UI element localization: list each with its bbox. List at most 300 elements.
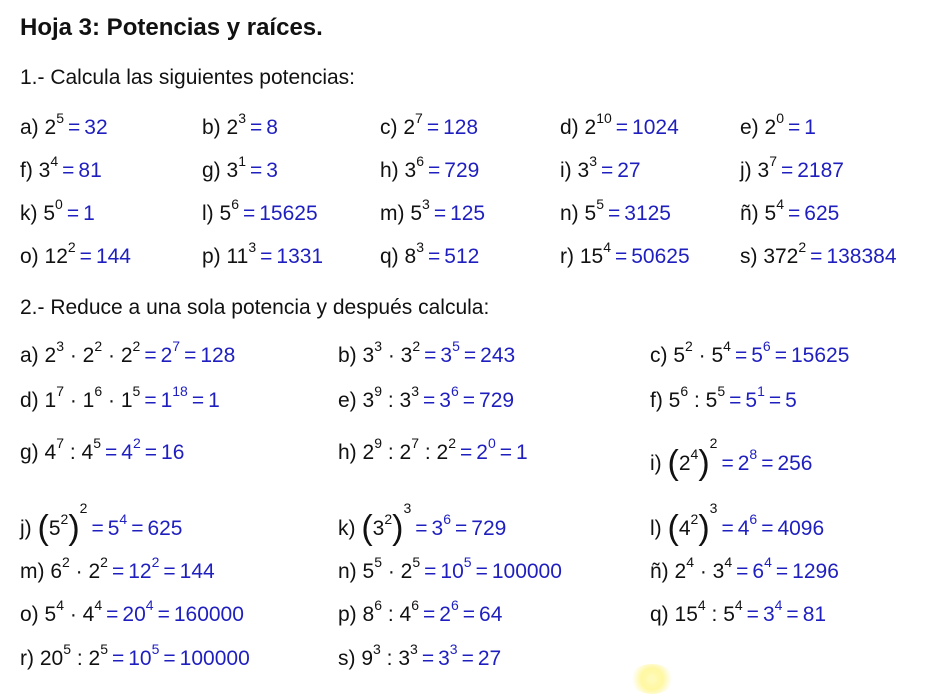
exercise-label: f) (650, 389, 669, 412)
equals-sign: = (462, 603, 476, 626)
term-power: $4^6$ (399, 597, 419, 626)
exponent: 4 (119, 511, 128, 527)
power-exercise (202, 110, 278, 139)
result: 138384 (826, 245, 897, 268)
exercise-label: n) (338, 560, 363, 583)
reduction-exercise (20, 500, 183, 547)
exercise-label: k) (20, 202, 44, 225)
term-power: $4^5$ (81, 435, 101, 464)
light-glow-decoration (630, 664, 674, 694)
term-power: $2^2$ (120, 338, 141, 367)
exponent: 6 (411, 597, 419, 613)
section-2-heading: 2.- Reduce a una sola potencia y después calcula: (20, 296, 490, 319)
power-exercise (740, 196, 840, 225)
result: 3 (266, 159, 278, 182)
open-paren: ( (667, 509, 679, 547)
exercise-label: s) (338, 647, 362, 670)
exponent: 5 (452, 338, 460, 354)
exercise-label: b) (202, 116, 227, 139)
result: 3125 (624, 202, 671, 225)
outer-exponent: 3 (709, 500, 718, 516)
reduction-exercise (338, 383, 515, 412)
operator: : (382, 441, 400, 464)
term-power: $5^2$ (673, 338, 693, 367)
result: 15625 (259, 202, 318, 225)
operator: · (64, 603, 83, 626)
term-power: $2^2$ (436, 435, 456, 464)
exponent: 4 (724, 554, 733, 570)
equals-sign: = (423, 603, 436, 626)
exponent: 0 (55, 196, 63, 212)
power-expression: $2^5$ (44, 110, 64, 139)
reduction-exercise (20, 554, 215, 583)
exponent: 5 (151, 641, 160, 657)
equals-sign: = (428, 245, 441, 268)
exponent: 3 (56, 338, 64, 354)
equals-sign: = (62, 159, 75, 182)
exponent: 4 (764, 554, 772, 570)
exercise-label: o) (20, 603, 45, 626)
exponent: 18 (172, 383, 188, 399)
term-power: $3^4$ (712, 554, 733, 583)
exponent: 2 (67, 239, 76, 255)
power-exercise (740, 239, 897, 268)
power-exercise (560, 196, 671, 225)
reduction-exercise (650, 597, 827, 626)
power-exercise (20, 239, 131, 268)
exponent: 4 (734, 597, 743, 613)
reduction-exercise (650, 435, 813, 482)
exponent: 2 (384, 511, 393, 527)
result: 160000 (173, 603, 244, 626)
equals-sign: = (144, 441, 158, 464)
exponent: 0 (487, 435, 496, 451)
single-power: $10^5$ (128, 641, 160, 670)
power-exercise (560, 239, 690, 268)
power-expression: $12^2$ (44, 239, 76, 268)
exponent: 2 (100, 554, 108, 570)
exponent: 3 (449, 641, 458, 657)
power-exercise (202, 239, 324, 268)
exponent: 6 (443, 511, 452, 527)
exponent: 5 (93, 435, 101, 451)
equals-sign: = (111, 647, 125, 670)
term-power: $1^6$ (82, 383, 103, 412)
result: 128 (443, 116, 479, 139)
exponent: 8 (749, 446, 758, 462)
exponent: 3 (238, 110, 246, 126)
exercise-label: d) (560, 116, 585, 139)
equals-sign: = (433, 202, 447, 225)
single-power: $20^4$ (122, 597, 154, 626)
page-title: Hoja 3: Potencias y raíces. (20, 14, 323, 41)
equals-sign: = (600, 159, 614, 182)
result: 729 (471, 517, 507, 540)
reduction-exercise (338, 435, 528, 464)
close-paren: ) (698, 444, 710, 482)
result: 243 (480, 344, 516, 367)
result: 4096 (777, 517, 825, 540)
exponent: 5 (412, 554, 421, 570)
power-exercise (380, 239, 480, 268)
result: 8 (266, 116, 278, 139)
term-power: $6^2$ (50, 554, 70, 583)
exponent: 0 (776, 110, 784, 126)
exponent: 7 (415, 110, 423, 126)
exponent: 4 (603, 239, 611, 255)
result: 2187 (797, 159, 844, 182)
exponent: 9 (374, 383, 382, 399)
exponent: 4 (145, 597, 154, 613)
result: 512 (444, 245, 480, 268)
exercise-label: q) (380, 245, 405, 268)
operator: · (102, 344, 121, 367)
exercise-label: j) (740, 159, 758, 182)
exponent: 4 (697, 597, 706, 613)
equals-sign: = (461, 647, 474, 670)
exponent: 1 (238, 153, 246, 169)
equals-sign: = (105, 441, 118, 464)
equals-sign: = (721, 517, 734, 540)
power-expression: $3^6$ (404, 153, 424, 182)
result: 1024 (632, 116, 679, 139)
reduction-exercise (650, 554, 839, 583)
equals-sign: = (106, 603, 119, 626)
equals-sign: = (163, 560, 176, 583)
exercise-label: a) (20, 344, 45, 367)
reduction-exercise (20, 338, 236, 367)
result: 15625 (790, 344, 850, 367)
reduction-exercise (650, 500, 825, 547)
equals-sign: = (455, 517, 468, 540)
equals-sign: = (615, 116, 629, 139)
power-expression: $2^3$ (226, 110, 246, 139)
exponent: 6 (762, 338, 771, 354)
exercise-label: ñ) (740, 202, 765, 225)
exponent: 10 (596, 110, 612, 126)
equals-sign: = (810, 245, 823, 268)
power-expression: $15^4$ (579, 239, 611, 268)
exponent: 6 (450, 597, 459, 613)
exercise-label: f) (20, 159, 39, 182)
open-paren: ( (361, 509, 373, 547)
exercise-label: e) (338, 389, 363, 412)
operator: : (688, 389, 706, 412)
exponent: 5 (596, 196, 604, 212)
exponent: 7 (769, 153, 777, 169)
exponent: 2 (412, 338, 421, 354)
close-paren: ) (392, 509, 404, 547)
power-exercise (380, 110, 479, 139)
power-expression: $11^3$ (226, 239, 257, 268)
exercise-label: h) (338, 441, 363, 464)
result: 64 (479, 603, 503, 626)
power-exercise (20, 196, 95, 225)
exponent: 7 (411, 435, 419, 451)
power-exercise (740, 110, 816, 139)
term-power: $3^9$ (362, 383, 382, 412)
equals-sign: = (729, 389, 742, 412)
exercise-label: i) (650, 452, 668, 475)
close-paren: ) (698, 509, 710, 547)
exercise-label: p) (202, 245, 227, 268)
inner-power: $3^2$ (372, 511, 393, 540)
single-power: $5^1$ (745, 383, 765, 412)
single-power: $3^4$ (762, 597, 783, 626)
equals-sign: = (426, 116, 440, 139)
result: 1296 (792, 560, 839, 583)
exponent: 4 (50, 153, 59, 169)
exponent: 3 (374, 338, 382, 354)
reduction-exercise (338, 338, 516, 367)
equals-sign: = (163, 647, 176, 670)
exercise-label: n) (560, 202, 585, 225)
single-power: $3^5$ (440, 338, 460, 367)
result: 81 (78, 159, 102, 182)
power-exercise (202, 153, 278, 182)
term-power: $2^2$ (88, 554, 108, 583)
power-expression: $5^5$ (584, 196, 604, 225)
term-power: $3^3$ (362, 338, 382, 367)
equals-sign: = (191, 389, 205, 412)
exponent: 3 (589, 153, 597, 169)
exponent: 3 (416, 239, 424, 255)
term-power: $3^3$ (399, 383, 419, 412)
exponent: 2 (132, 338, 141, 354)
inner-power: $4^2$ (678, 511, 699, 540)
exponent: 1 (757, 383, 765, 399)
exponent: 6 (374, 597, 382, 613)
exercise-label: a) (20, 116, 45, 139)
term-power: $2^5$ (88, 641, 108, 670)
operator: : (382, 603, 400, 626)
equals-sign: = (761, 452, 774, 475)
result: 100000 (491, 560, 562, 583)
term-power: $2^4$ (674, 554, 694, 583)
result: 1 (516, 441, 528, 464)
exponent: 2 (132, 435, 141, 451)
operator: · (382, 344, 401, 367)
reduction-exercise (20, 383, 220, 412)
term-power: $5^5$ (705, 383, 726, 412)
exponent: 4 (686, 554, 694, 570)
reduction-exercise (338, 597, 503, 626)
outer-exponent: 3 (403, 500, 412, 516)
term-power: $2^5$ (400, 554, 421, 583)
equals-sign: = (475, 560, 488, 583)
exponent: 4 (94, 597, 103, 613)
exponent: 3 (411, 383, 419, 399)
power-expression: $5^3$ (410, 196, 430, 225)
term-power: $1^7$ (44, 383, 64, 412)
exponent: 6 (450, 383, 459, 399)
result: 144 (179, 560, 215, 583)
result: 128 (200, 344, 236, 367)
exercise-label: r) (20, 647, 40, 670)
result: 100000 (179, 647, 250, 670)
term-power: $2^7$ (399, 435, 419, 464)
equals-sign: = (66, 202, 80, 225)
operator: : (70, 647, 89, 670)
equals-sign: = (775, 560, 789, 583)
power-expression: $3^3$ (577, 153, 597, 182)
result: 50625 (631, 245, 690, 268)
result: 32 (84, 116, 108, 139)
exponent: 5 (132, 383, 141, 399)
exercise-label: s) (740, 245, 764, 268)
exponent: 5 (463, 554, 472, 570)
exponent: 5 (717, 383, 726, 399)
result: 625 (147, 517, 183, 540)
result: 256 (777, 452, 813, 475)
result: 1 (83, 202, 95, 225)
exercise-label: m) (20, 560, 51, 583)
exercise-label: l) (202, 202, 220, 225)
equals-sign: = (736, 560, 749, 583)
single-power: $4^6$ (737, 511, 758, 540)
term-power: $8^6$ (362, 597, 382, 626)
equals-sign: = (424, 560, 437, 583)
exponent: 4 (774, 597, 783, 613)
equals-sign: = (111, 560, 125, 583)
power-expression: $3^7$ (757, 153, 777, 182)
exercise-label: j) (20, 517, 38, 540)
exponent: 4 (690, 446, 699, 462)
exponent: 5 (56, 110, 64, 126)
equals-sign: = (423, 389, 436, 412)
equals-sign: = (761, 517, 774, 540)
power-expression: $372^2$ (763, 239, 807, 268)
equals-sign: = (462, 389, 476, 412)
exercise-label: ñ) (650, 560, 675, 583)
inner-power: $5^2$ (48, 511, 69, 540)
exponent: 2 (94, 338, 103, 354)
single-power: $2^7$ (160, 338, 181, 367)
reduction-exercise (338, 500, 507, 547)
equals-sign: = (242, 202, 256, 225)
power-exercise (560, 110, 679, 139)
exercise-label: p) (338, 603, 363, 626)
power-expression: $3^1$ (226, 153, 246, 182)
single-power: $10^5$ (440, 554, 472, 583)
exponent: 6 (749, 511, 758, 527)
equals-sign: = (768, 389, 782, 412)
term-power: $3^2$ (400, 338, 421, 367)
exponent: 6 (231, 196, 239, 212)
power-exercise (380, 153, 480, 182)
equals-sign: = (250, 116, 263, 139)
exponent: 5 (100, 641, 108, 657)
equals-sign: = (79, 245, 92, 268)
reduction-exercise (20, 641, 250, 670)
exercise-label: d) (20, 389, 45, 412)
equals-sign: = (144, 344, 157, 367)
result: 16 (161, 441, 185, 464)
equals-sign: = (91, 517, 104, 540)
power-exercise (560, 153, 641, 182)
result: 729 (479, 389, 515, 412)
exponent: 3 (422, 196, 430, 212)
power-expression: $2^{10}$ (584, 110, 612, 139)
operator: : (64, 441, 82, 464)
open-paren: ( (37, 509, 49, 547)
close-paren: ) (68, 509, 80, 547)
power-expression: $2^7$ (403, 110, 423, 139)
equals-sign: = (157, 603, 170, 626)
result: 125 (450, 202, 486, 225)
power-expression: $3^4$ (38, 153, 59, 182)
open-paren: ( (667, 444, 679, 482)
exponent: 5 (374, 554, 382, 570)
single-power: $2^8$ (737, 446, 758, 475)
exponent: 7 (56, 435, 64, 451)
equals-sign: = (774, 344, 787, 367)
exponent: 2 (151, 554, 160, 570)
single-power: $3^6$ (431, 511, 452, 540)
single-power: $3^6$ (439, 383, 459, 412)
exponent: 9 (374, 435, 382, 451)
term-power: $20^5$ (39, 641, 71, 670)
equals-sign: = (250, 159, 263, 182)
equals-sign: = (788, 116, 801, 139)
equals-sign: = (144, 389, 157, 412)
term-power: $5^6$ (668, 383, 689, 412)
single-power: $2^6$ (439, 597, 459, 626)
single-power: $12^2$ (128, 554, 160, 583)
operator: · (382, 560, 401, 583)
single-power: $5^6$ (751, 338, 771, 367)
result: 1 (208, 389, 220, 412)
term-power: $15^4$ (674, 597, 706, 626)
exercise-label: g) (202, 159, 227, 182)
term-power: $5^4$ (723, 597, 743, 626)
single-power: $4^2$ (121, 435, 141, 464)
power-expression: $5^6$ (219, 196, 239, 225)
equals-sign: = (424, 344, 437, 367)
equals-sign: = (415, 517, 428, 540)
term-power: $4^7$ (44, 435, 64, 464)
reduction-exercise (338, 641, 502, 670)
exponent: 4 (776, 196, 784, 212)
result: 27 (617, 159, 641, 182)
power-expression: $5^4$ (764, 196, 784, 225)
equals-sign: = (421, 647, 435, 670)
operator: · (64, 389, 83, 412)
operator: : (419, 441, 437, 464)
exercise-label: m) (380, 202, 411, 225)
equals-sign: = (614, 245, 628, 268)
exponent: 7 (172, 338, 181, 354)
term-power: $1^5$ (120, 383, 141, 412)
term-power: $5^4$ (711, 338, 731, 367)
section-1-heading: 1.- Calcula las siguientes potencias: (20, 66, 356, 89)
power-exercise (202, 196, 318, 225)
reduction-exercise (650, 383, 797, 412)
result: 625 (804, 202, 840, 225)
term-power: $2^9$ (362, 435, 382, 464)
exponent: 7 (56, 383, 64, 399)
term-power: $5^5$ (362, 554, 382, 583)
equals-sign: = (499, 441, 513, 464)
result: 27 (477, 647, 502, 670)
result: 5 (785, 389, 797, 412)
equals-sign: = (721, 452, 734, 475)
power-exercise (740, 153, 844, 182)
exponent: 2 (60, 511, 69, 527)
power-expression: $8^3$ (404, 239, 424, 268)
exponent: 4 (56, 597, 64, 613)
result: 81 (802, 603, 827, 626)
